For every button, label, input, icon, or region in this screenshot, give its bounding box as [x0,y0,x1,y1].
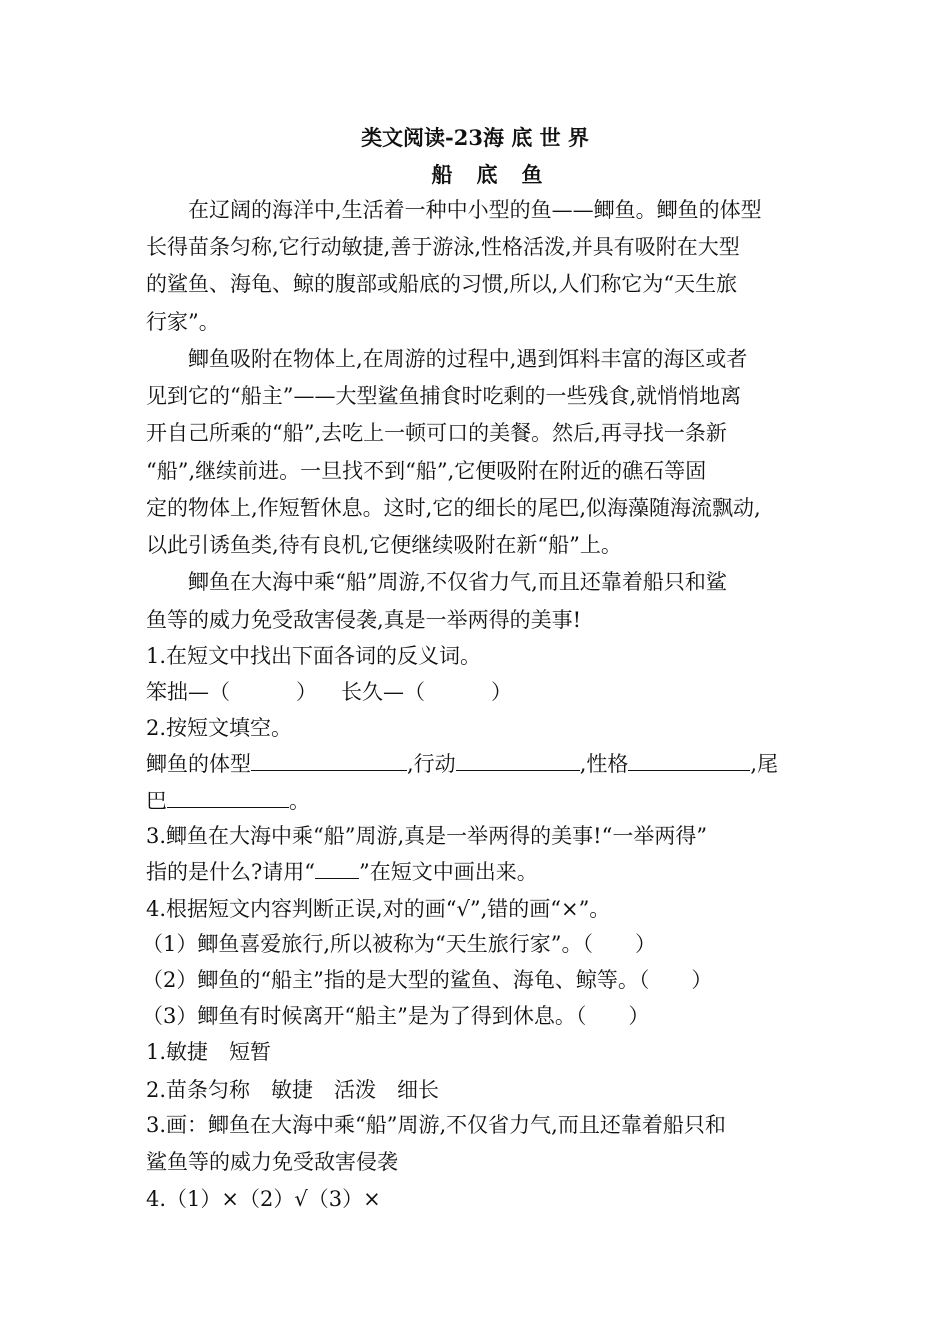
answer-3-line1: 3.画：鲫鱼在大海中乘“船”周游,不仅省力气,而且还靠着船只和 [146,1113,726,1137]
answer-1: 1.敏捷 短暂 [146,1040,272,1064]
q1-word-1: 笨拙—（ [146,680,230,704]
passage-p1-line3: 的鲨鱼、海龟、鲸的腹部或船底的习惯,所以,人们称它为“天生旅 [146,272,738,296]
passage-p1-line4: 行家”。 [146,310,220,334]
q2-blank-tail[interactable] [167,787,289,808]
passage-p1-line1: 在辽阔的海洋中,生活着一种中小型的鱼——鲫鱼。鲫鱼的体型 [188,198,762,222]
q2-period: 。 [289,789,310,813]
q2-blank-body[interactable] [251,750,407,771]
passage-p2-line2: 见到它的“船主”——大型鲨鱼捕食时吃剩的一些残食,就悄悄地离 [146,384,742,408]
q3-text-b: ”在短文中画出来。 [359,860,538,884]
q2-blank-action[interactable] [456,750,580,771]
passage-p3-line2: 鱼等的威力免受敌害侵袭,真是一举两得的美事! [146,608,582,632]
q1-word-2: 长久—（ [341,680,425,704]
passage-p2-line5: 定的物体上,作短暂休息。这时,它的细长的尾巴,似海藻随海流飘动, [146,496,761,520]
answer-3-line2: 鲨鱼等的威力免受敌害侵袭 [146,1150,398,1174]
passage-title: 船底鱼 [431,162,567,187]
q1-word-1-close: ） [296,680,317,704]
answer-2: 2.苗条匀称 敏捷 活泼 细长 [146,1078,440,1102]
question-3-line2 [146,858,538,886]
question-4-item-3: （3）鲫鱼有时候离开“船主”是为了得到休息。（ ） [142,1004,650,1028]
passage-p2-line1: 鲫鱼吸附在物体上,在周游的过程中,遇到饵料丰富的海区或者 [188,347,748,371]
page-title: 类文阅读-23海 底 世 界 [361,125,589,150]
passage-p2-line4: “船”,继续前进。一旦找不到“船”,它便吸附在附近的礁石等固 [146,459,707,483]
question-1-stem: 1.在短文中找出下面各词的反义词。 [146,644,482,668]
q2-label-action: ,行动 [407,752,456,776]
q2-label-body: 鲫鱼的体型 [146,752,251,776]
passage-p2-line6: 以此引诱鱼类,待有良机,它便继续吸附在新“船”上。 [146,533,622,557]
q2-label-tail-end: 巴 [146,789,167,813]
question-1-blanks [146,678,512,706]
passage-p1-line2: 长得苗条匀称,它行动敏捷,善于游泳,性格活泼,并具有吸附在大型 [146,235,740,259]
q3-underline-sample [315,858,359,879]
passage-p3-line1: 鲫鱼在大海中乘“船”周游,不仅省力气,而且还靠着船只和鲨 [188,570,727,594]
question-4-item-1: （1）鲫鱼喜爱旅行,所以被称为“天生旅行家”。（ ） [142,932,657,956]
q2-blank-temper[interactable] [628,750,750,771]
question-4-stem: 4.根据短文内容判断正误,对的画“√”,错的画“×”。 [146,897,611,921]
answer-4: 4.（1）×（2）√（3）× [146,1187,381,1211]
q3-text-a: 指的是什么?请用“ [146,860,315,884]
q2-label-temper: ,性格 [579,752,629,776]
question-4-item-2: （2）鲫鱼的“船主”指的是大型的鲨鱼、海龟、鲸等。（ ） [142,968,713,992]
passage-p2-line3: 开自己所乘的“船”,去吃上一顿可口的美餐。然后,再寻找一条新 [146,421,727,445]
q1-word-2-close: ） [491,680,512,704]
question-2-line2 [146,787,310,815]
q2-label-tail: ,尾 [750,752,779,776]
question-2-stem: 2.按短文填空。 [146,716,293,740]
question-2-line1 [146,750,778,778]
question-3-line1: 3.鲫鱼在大海中乘“船”周游,真是一举两得的美事!“一举两得” [146,824,708,848]
